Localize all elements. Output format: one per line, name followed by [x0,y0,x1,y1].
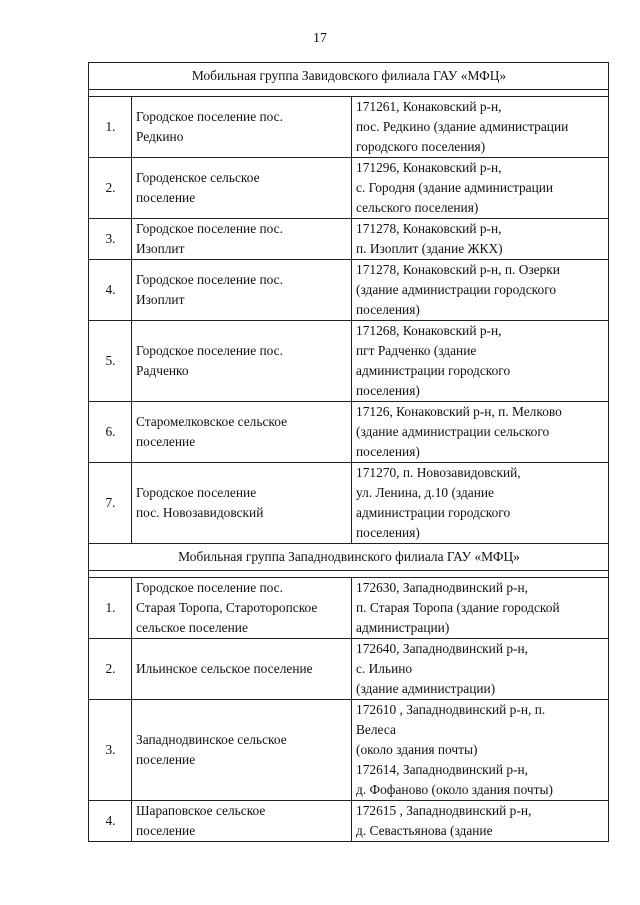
address-cell [352,260,609,321]
settlement-cell [132,260,352,321]
address-cell [352,700,609,801]
settlement-cell [132,158,352,219]
group-title: Мобильная группа Завидовского филиала ГАУ «МФЦ» [89,63,609,90]
text-line: п. Изоплит (здание ЖКХ) [356,241,503,256]
text-line: 172640, Западнодвинский р-н, [356,641,529,656]
text-line: с. Городня (здание администрации [356,180,554,195]
address-cell [352,97,609,158]
address-cell [352,463,609,544]
text-line: пгт Радченко (здание [356,343,477,358]
text-line: Старомелковское сельское [136,414,288,429]
text-line: поселения) [356,383,420,398]
text-line: поселения) [356,302,420,317]
group-header-row [89,544,609,571]
text-line: 171270, п. Новозавидовский, [356,465,521,480]
mfc-mobile-groups-table [88,62,609,842]
text-line: 172610 , Западнодвинский р-н, п. [356,702,546,717]
text-line: с. Ильино [356,661,413,676]
settlement-cell [132,700,352,801]
separator-cell [89,571,609,578]
text-line: Изоплит [136,292,185,307]
table-row [89,158,609,219]
text-line: поселение [136,434,196,449]
row-number: 4. [89,260,132,321]
text-line: Изоплит [136,241,185,256]
text-line: Старая Торопа, Старотоpопское [136,600,318,615]
address-cell [352,219,609,260]
settlement-cell [132,321,352,402]
separator-row [89,571,609,578]
table-row [89,402,609,463]
text-line: ул. Ленина, д.10 (здание [356,485,494,500]
text-line: администрации городского [356,505,511,520]
text-line: поселения) [356,525,420,540]
text-line: поселение [136,752,196,767]
separator-row [89,90,609,97]
separator-cell [89,90,609,97]
text-line: д. Фофаново (около здания почты) [356,782,553,797]
text-line: Городенское сельское [136,170,260,185]
address-cell [352,402,609,463]
page-number: 17 [313,31,327,46]
table-row [89,801,609,842]
row-number: 3. [89,219,132,260]
text-line: сельское поселение [136,620,248,635]
text-line: поселения) [356,444,420,459]
text-line: д. Севастьянова (здание [356,823,493,838]
text-line: Городское поселение пос. [136,343,283,358]
text-line: Велеса [356,722,396,737]
table-row [89,578,609,639]
text-line: 171261, Конаковский р-н, [356,99,502,114]
text-line: 171296, Конаковский р-н, [356,160,502,175]
text-line: 171278, Конаковский р-н, п. Озерки [356,262,560,277]
text-line: 172615 , Западнодвинский р-н, [356,803,532,818]
text-line: 172630, Западнодвинский р-н, [356,580,529,595]
text-line: 171278, Конаковский р-н, [356,221,502,236]
text-line: администрации) [356,620,450,635]
settlement-cell [132,639,352,700]
text-line: (здание администрации сельского [356,424,550,439]
settlement-cell [132,219,352,260]
settlement-cell [132,402,352,463]
text-line: Редкино [136,129,184,144]
group-title: Мобильная группа Западнодвинского филиала ГАУ «МФЦ» [89,544,609,571]
row-number: 6. [89,402,132,463]
text-line: Городское поселение пос. [136,272,283,287]
row-number: 2. [89,158,132,219]
row-number: 1. [89,578,132,639]
text-line: (здание администрации городского [356,282,557,297]
group-header-row [89,63,609,90]
settlement-cell [132,97,352,158]
table-row [89,260,609,321]
address-cell [352,639,609,700]
text-line: администрации городского [356,363,511,378]
address-cell [352,321,609,402]
table-row [89,463,609,544]
settlement-cell [132,801,352,842]
address-cell [352,801,609,842]
table-row [89,639,609,700]
text-line: 171268, Конаковский р-н, [356,323,502,338]
text-line: Радченко [136,363,189,378]
settlement-cell [132,463,352,544]
text-line: Шараповское сельское [136,803,266,818]
text-line: пос. Редкино (здание администрации [356,119,569,134]
text-line: Городское поселение пос. [136,221,283,236]
text-line: 172614, Западнодвинский р-н, [356,762,529,777]
text-line: Западнодвинское сельское [136,732,287,747]
table-row [89,321,609,402]
text-line: 17126, Конаковский р-н, п. Мелково [356,404,562,419]
text-line: Городское поселение [136,485,257,500]
text-line: Городское поселение пос. [136,580,283,595]
text-line: Городское поселение пос. [136,109,283,124]
text-line: поселение [136,190,196,205]
text-line: (около здания почты) [356,742,478,757]
row-number: 3. [89,700,132,801]
row-number: 2. [89,639,132,700]
row-number: 5. [89,321,132,402]
address-cell [352,158,609,219]
text-line: Ильинское сельское поселение [136,661,313,676]
address-cell [352,578,609,639]
settlement-cell [132,578,352,639]
table-row [89,700,609,801]
row-number: 7. [89,463,132,544]
text-line: поселение [136,823,196,838]
text-line: городского поселения) [356,139,486,154]
table-row [89,97,609,158]
text-line: п. Старая Торопа (здание городской [356,600,560,615]
text-line: (здание администрации) [356,681,496,696]
table-row [89,219,609,260]
text-line: сельского поселения) [356,200,479,215]
row-number: 1. [89,97,132,158]
text-line: пос. Новозавидовский [136,505,264,520]
row-number: 4. [89,801,132,842]
